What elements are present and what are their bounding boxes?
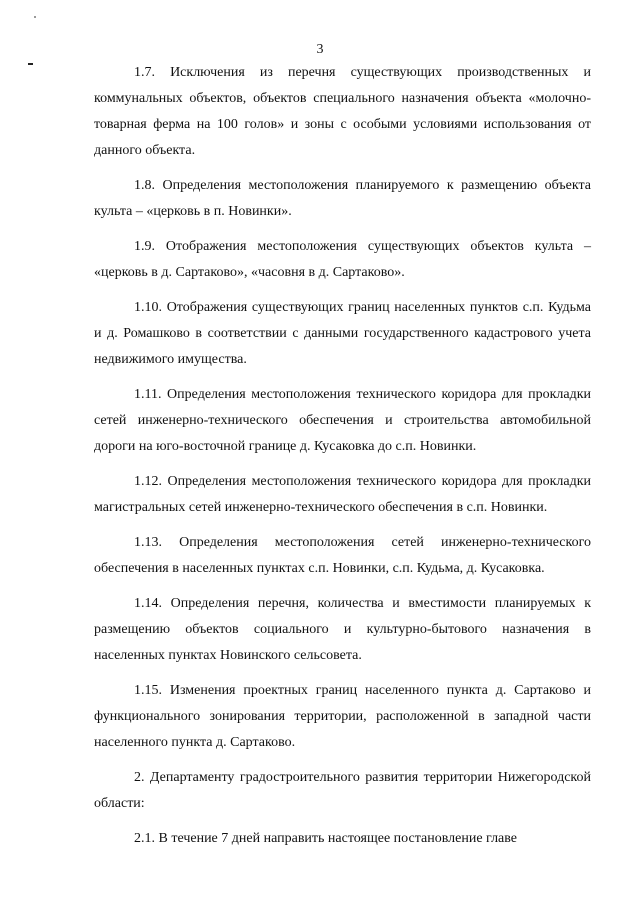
paragraph-1-10: 1.10. Отображения существующих границ населенных пунктов с.п. Кудьма и д. Ромашково в соответствии с данными государственного кадастрового учета недвижимого имущества. [94, 300, 591, 367]
paragraph-1-12: 1.12. Определения местоположения технического коридора для прокладки магистральных сетей инженерно-технического обеспечения в с.п. Новинки. [94, 474, 591, 515]
paragraph-1-13: 1.13. Определения местоположения сетей инженерно-технического обеспечения в населенных пунктах с.п. Новинки, с.п. Кудьма, д. Кусаковка. [94, 535, 591, 576]
paragraph-1-14: 1.14. Определения перечня, количества и вместимости планируемых к размещению объектов социального и культурно-бытового назначения в населенных пунктах Новинского сельсовета. [94, 596, 591, 663]
paragraph-1-7: 1.7. Исключения из перечня существующих производственных и коммунальных объектов, объектов специального назначения объекта «молочно-товарная ферма на 100 голов» и зоны с особыми условиями использования от данного объекта. [94, 65, 591, 158]
paragraph-2-1: 2.1. В течение 7 дней направить настоящее постановление главе [134, 831, 518, 846]
margin-dash-mark [28, 63, 33, 65]
page-number: 3 [316, 42, 324, 57]
paragraph-1-15: 1.15. Изменения проектных границ населенного пункта д. Сартаково и функционального зонирования территории, расположенной в западной части населенного пункта д. Сартаково. [94, 683, 591, 750]
paragraph-2: 2. Департаменту градостроительного развития территории Нижегородской области: [94, 770, 591, 811]
paragraph-1-11: 1.11. Определения местоположения технического коридора для прокладки сетей инженерно-технического обеспечения и строительства автомобильной дороги на юго-восточной границе д. Кусаковка до с.п. Новинки. [94, 387, 591, 454]
paragraph-1-8: 1.8. Определения местоположения планируемого к размещению объекта культа – «церковь в п. Новинки». [94, 178, 591, 219]
scan-speck [34, 16, 36, 18]
paragraph-1-9: 1.9. Отображения местоположения существующих объектов культа – «церковь в д. Сартаково», «часовня в д. Сартаково». [94, 239, 591, 280]
document-body [94, 60, 591, 852]
